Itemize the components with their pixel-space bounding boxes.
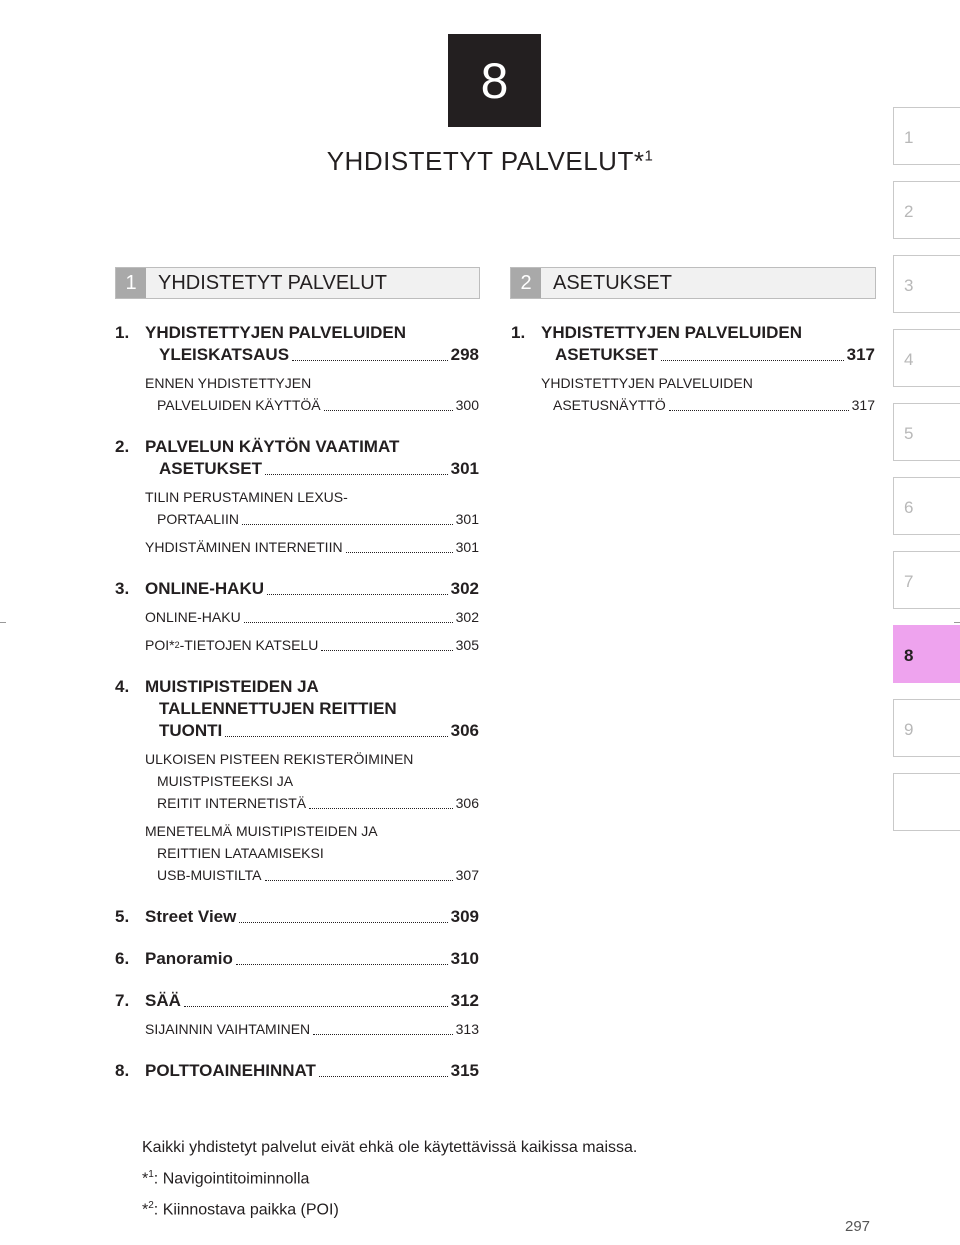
footnote-1: *$^1$: Navigointitoiminnolla bbox=[142, 1169, 310, 1188]
section-number: 2 bbox=[511, 268, 541, 298]
toc-entry bbox=[115, 990, 479, 1040]
toc-text: POLTTOAINEHINNAT bbox=[145, 1061, 316, 1080]
dot-leader bbox=[242, 524, 453, 525]
toc-main-item bbox=[115, 1060, 479, 1082]
toc-main-item bbox=[115, 948, 479, 970]
section-number: 1 bbox=[116, 268, 146, 298]
toc-line-with-page bbox=[145, 990, 479, 1012]
toc-right-column bbox=[511, 322, 875, 416]
toc-number: 7. bbox=[115, 991, 130, 1010]
toc-text: SÄÄ bbox=[145, 991, 181, 1010]
page-ref: 307 bbox=[455, 867, 479, 883]
toc-number: 6. bbox=[115, 949, 130, 968]
toc-line-with-page bbox=[145, 508, 479, 530]
toc-number: 5. bbox=[115, 907, 130, 926]
toc-line bbox=[145, 322, 479, 344]
dot-leader bbox=[319, 1076, 448, 1077]
toc-text: Street View bbox=[145, 907, 237, 926]
toc-text: MUISTIPISTEIDEN JA bbox=[145, 677, 319, 696]
crop-mark bbox=[0, 622, 6, 623]
dot-leader bbox=[309, 808, 453, 809]
chapter-tab-blank[interactable] bbox=[893, 773, 960, 831]
toc-text: TUONTI bbox=[159, 721, 223, 740]
toc-line bbox=[145, 770, 479, 792]
toc-number: 8. bbox=[115, 1061, 130, 1080]
toc-text: REITTIEN LATAAMISEKSI bbox=[157, 845, 324, 861]
toc-text: USB-MUISTILTA bbox=[157, 867, 262, 883]
footnote-2: *$^2$: Kiinnostava paikka (POI) bbox=[142, 1200, 339, 1219]
dot-leader bbox=[265, 474, 448, 475]
page-ref: 306 bbox=[455, 795, 479, 811]
toc-main-body bbox=[145, 948, 479, 970]
toc-text: ULKOISEN PISTEEN REKISTERÖIMINEN bbox=[145, 751, 414, 767]
toc-entry bbox=[115, 676, 479, 886]
toc-text: PALVELUIDEN KÄYTTÖÄ bbox=[157, 397, 321, 413]
toc-line-with-page bbox=[145, 948, 479, 970]
toc-main-item bbox=[511, 322, 875, 366]
toc-line-with-page bbox=[145, 634, 479, 656]
footnote-ref: 2 bbox=[174, 640, 180, 650]
toc-text: Panoramio bbox=[145, 949, 233, 968]
toc-line-with-page bbox=[145, 864, 479, 886]
toc-main-body bbox=[145, 990, 479, 1012]
page-ref: 306 bbox=[450, 721, 479, 740]
toc-main-item bbox=[115, 322, 479, 366]
page-ref: 302 bbox=[450, 579, 479, 598]
toc-text: PORTAALIIN bbox=[157, 511, 239, 527]
chapter-tab-2[interactable]: 2 bbox=[893, 181, 960, 239]
toc-line-with-page bbox=[145, 792, 479, 814]
toc-text: ASETUKSET bbox=[159, 459, 262, 478]
page-ref: 312 bbox=[450, 991, 479, 1010]
toc-text: TILIN PERUSTAMINEN LEXUS- bbox=[145, 489, 348, 505]
toc-entry bbox=[115, 322, 479, 416]
toc-text: YHDISTETTYJEN PALVELUIDEN bbox=[145, 323, 407, 342]
page-ref: 300 bbox=[455, 397, 479, 413]
chapter-tab-6[interactable]: 6 bbox=[893, 477, 960, 535]
chapter-number-box: 8 bbox=[448, 34, 541, 127]
section-header-services bbox=[115, 267, 480, 299]
toc-text: ASETUSNÄYTTÖ bbox=[553, 397, 666, 413]
page-ref: 310 bbox=[450, 949, 479, 968]
toc-text: PALVELUN KÄYTÖN VAATIMAT bbox=[145, 437, 400, 456]
toc-main-item bbox=[115, 906, 479, 928]
toc-main-body bbox=[145, 578, 479, 600]
page-title: YHDISTETYT PALVELUT*$^1$ bbox=[326, 146, 654, 176]
availability-note: Kaikki yhdistetyt palvelut eivät ehkä ole käytettävissä kaikissa maissa. bbox=[142, 1139, 638, 1156]
toc-text: YLEISKATSAUS bbox=[159, 345, 290, 364]
toc-entry bbox=[115, 948, 479, 970]
dot-leader bbox=[225, 736, 447, 737]
toc-main-body bbox=[145, 1060, 479, 1082]
toc-main-body bbox=[145, 322, 479, 366]
toc-line-with-page bbox=[541, 344, 875, 366]
toc-text: YHDISTÄMINEN INTERNETIIN bbox=[145, 539, 343, 555]
crop-mark bbox=[954, 622, 960, 623]
toc-line bbox=[145, 820, 479, 842]
toc-line bbox=[145, 698, 479, 720]
page-ref: 313 bbox=[455, 1021, 479, 1037]
toc-text: TALLENNETTUJEN REITTIEN bbox=[159, 699, 397, 718]
chapter-tab-9[interactable]: 9 bbox=[893, 699, 960, 757]
toc-sub-item bbox=[541, 372, 875, 416]
section-title: YHDISTETYT PALVELUT bbox=[158, 271, 387, 294]
dot-leader bbox=[324, 410, 453, 411]
toc-sub-item bbox=[145, 634, 479, 656]
toc-text: MENETELMÄ MUISTIPISTEIDEN JA bbox=[145, 823, 378, 839]
chapter-tab-1[interactable]: 1 bbox=[893, 107, 960, 165]
toc-sub-item bbox=[145, 372, 479, 416]
toc-line-with-page bbox=[145, 1018, 479, 1040]
chapter-tab-3[interactable]: 3 bbox=[893, 255, 960, 313]
toc-line-with-page bbox=[145, 536, 479, 558]
toc-sub-item bbox=[145, 486, 479, 530]
toc-line-with-page bbox=[145, 906, 479, 928]
toc-text: REITIT INTERNETISTÄ bbox=[157, 795, 307, 811]
page-ref: 317 bbox=[846, 345, 875, 364]
toc-text: POI* bbox=[145, 637, 175, 653]
dot-leader bbox=[346, 552, 453, 553]
toc-text: ONLINE-HAKU bbox=[145, 609, 241, 625]
toc-line bbox=[541, 372, 875, 394]
toc-line bbox=[145, 676, 479, 698]
toc-sub-item bbox=[145, 606, 479, 628]
toc-text: ONLINE-HAKU bbox=[145, 579, 264, 598]
dot-leader bbox=[236, 964, 448, 965]
toc-line-with-page bbox=[145, 394, 479, 416]
page-ref: 317 bbox=[851, 397, 875, 413]
toc-sub-item bbox=[145, 1018, 479, 1040]
toc-sub-item bbox=[145, 748, 479, 814]
toc-text: YHDISTETTYJEN PALVELUIDEN bbox=[541, 323, 803, 342]
toc-main-body bbox=[145, 906, 479, 928]
toc-text: YHDISTETTYJEN PALVELUIDEN bbox=[541, 375, 753, 391]
toc-sub-item bbox=[145, 820, 479, 886]
dot-leader bbox=[661, 360, 844, 361]
toc-entry bbox=[115, 1060, 479, 1082]
dot-leader bbox=[244, 622, 453, 623]
page-ref: 302 bbox=[455, 609, 479, 625]
toc-line-with-page bbox=[541, 394, 875, 416]
page-ref: 301 bbox=[455, 511, 479, 527]
toc-entry bbox=[115, 906, 479, 928]
page-ref: 309 bbox=[450, 907, 479, 926]
toc-line-with-page bbox=[145, 458, 479, 480]
dot-leader bbox=[313, 1034, 452, 1035]
chapter-tab-7[interactable]: 7 bbox=[893, 551, 960, 609]
toc-line bbox=[145, 372, 479, 394]
dot-leader bbox=[321, 650, 452, 651]
page-ref: 305 bbox=[455, 637, 479, 653]
toc-sub-item bbox=[145, 536, 479, 558]
toc-text: ENNEN YHDISTETTYJEN bbox=[145, 375, 312, 391]
page-ref: 315 bbox=[450, 1061, 479, 1080]
toc-line-with-page bbox=[145, 720, 479, 742]
page-ref: 298 bbox=[450, 345, 479, 364]
toc-main-body bbox=[541, 322, 875, 366]
toc-main-item bbox=[115, 436, 479, 480]
toc-text: ASETUKSET bbox=[555, 345, 658, 364]
toc-text: -TIETOJEN KATSELU bbox=[179, 637, 319, 653]
toc-entry bbox=[511, 322, 875, 416]
page-ref: 301 bbox=[450, 459, 479, 478]
page-ref: 301 bbox=[455, 539, 479, 555]
dot-leader bbox=[669, 410, 849, 411]
toc-text: SIJAINNIN VAIHTAMINEN bbox=[145, 1021, 311, 1037]
footnotes bbox=[142, 1134, 637, 1224]
toc-line bbox=[145, 436, 479, 458]
chapter-tab-4[interactable]: 4 bbox=[893, 329, 960, 387]
section-title: ASETUKSET bbox=[553, 271, 672, 294]
dot-leader bbox=[184, 1006, 448, 1007]
toc-text: MUISTPISTEEKSI JA bbox=[157, 773, 294, 789]
toc-line-with-page bbox=[145, 344, 479, 366]
dot-leader bbox=[267, 594, 448, 595]
toc-number: 3. bbox=[115, 579, 130, 598]
chapter-tab-5[interactable]: 5 bbox=[893, 403, 960, 461]
toc-entry bbox=[115, 436, 479, 558]
page-number: 297 bbox=[845, 1218, 871, 1235]
toc-line-with-page bbox=[145, 1060, 479, 1082]
toc-number: 2. bbox=[115, 437, 130, 456]
toc-line bbox=[145, 486, 479, 508]
toc-number: 4. bbox=[115, 677, 130, 696]
dot-leader bbox=[292, 360, 448, 361]
toc-main-item bbox=[115, 578, 479, 600]
toc-number: 1. bbox=[511, 323, 526, 342]
toc-main-body bbox=[145, 676, 479, 742]
toc-line bbox=[145, 842, 479, 864]
dot-leader bbox=[239, 922, 447, 923]
toc-line-with-page bbox=[145, 606, 479, 628]
toc-line bbox=[145, 748, 479, 770]
toc-number: 1. bbox=[115, 323, 130, 342]
toc-main-item bbox=[115, 990, 479, 1012]
toc-main-item bbox=[115, 676, 479, 742]
toc-entry bbox=[115, 578, 479, 656]
toc-left-column bbox=[115, 322, 479, 1082]
toc-main-body bbox=[145, 436, 479, 480]
toc-line bbox=[541, 322, 875, 344]
toc-line-with-page bbox=[145, 578, 479, 600]
chapter-tab-8[interactable]: 8 bbox=[893, 625, 960, 683]
dot-leader bbox=[265, 880, 453, 881]
section-header-settings bbox=[510, 267, 876, 299]
